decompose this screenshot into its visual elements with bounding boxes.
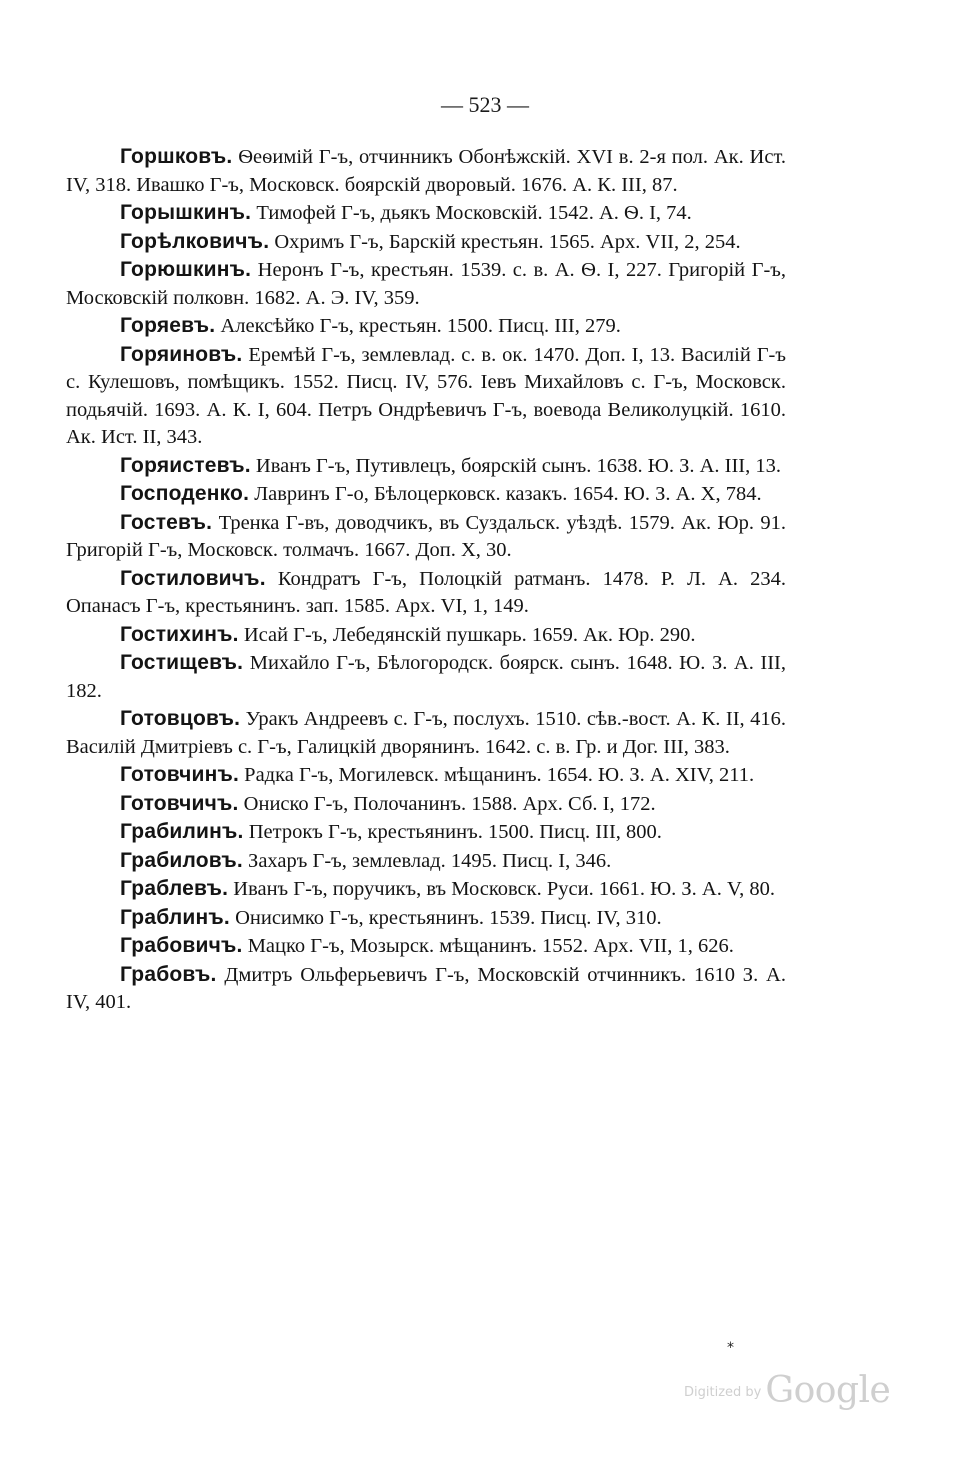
entry-text: Иванъ Г-ъ, поручикъ, въ Московск. Руси. 1661. Ю. З. А. V, 80. — [228, 878, 776, 900]
entry-headword: Гостиловичъ. — [120, 566, 266, 590]
entry-headword: Грабовичъ. — [120, 934, 243, 957]
dictionary-entry — [66, 341, 786, 452]
entry-headword: Готовчичъ. — [120, 791, 239, 815]
dictionary-entry — [66, 847, 786, 876]
entry-text: Алексѣйко Г-ъ, крестьян. 1500. Писц. III, 279. — [215, 315, 621, 337]
entry-text: Петрокъ Г-ъ, крестьянинъ. 1500. Писц. III, 800. — [243, 821, 662, 843]
dictionary-entry — [66, 904, 786, 933]
entry-headword: Грабиловъ. — [120, 848, 243, 872]
entry-headword: Горяевъ. — [120, 314, 216, 337]
dictionary-entries — [66, 143, 786, 1017]
entry-text: Ониско Г-ъ, Полочанинъ. 1588. Арх. Сб. I, 172. — [238, 792, 656, 815]
dictionary-entry — [66, 818, 786, 847]
entry-headword: Гостихинъ. — [120, 622, 239, 646]
entry-headword: Граблинъ. — [120, 905, 230, 929]
entry-text: Радка Г-ъ, Могилевск. мѣщанинъ. 1654. Ю. З. А. XIV, 211. — [239, 764, 755, 786]
google-logo: Google — [765, 1370, 891, 1411]
entry-text: Лавринъ Г-о, Бѣлоцерковск. казакъ. 1654. Ю. З. А. X, 784. — [249, 483, 762, 505]
entry-text: Ѳеѳимій Г-ъ, отчинникъ Обонѣжскій. XVI в. 2-я пол. Ак. Ист. IV, 318. Ивашко Г-ъ, Московск. боярскій дворовый. 1676. А. К. III, 87. — [66, 146, 786, 196]
entry-text: Михайло Г-ъ, Бѣлогородск. боярск. сынъ. 1648. Ю. З. А. III, 182. — [66, 652, 786, 702]
entry-text: Кондратъ Г-ъ, Полоцкій ратманъ. 1478. Р. Л. А. 234. Опанасъ Г-ъ, крестьянинъ. зап. 1585. Арх. VI, 1, 149. — [66, 567, 786, 617]
dictionary-entry — [66, 961, 786, 1017]
dictionary-entry — [66, 228, 786, 257]
entry-headword: Грабовъ. — [120, 962, 217, 986]
entry-headword: Горшковъ. — [120, 145, 233, 168]
dictionary-entry — [66, 256, 786, 312]
dictionary-entry — [66, 143, 786, 199]
entry-headword: Граблевъ. — [120, 877, 229, 900]
entry-headword: Готовцовъ. — [120, 707, 241, 730]
entry-headword: Гостевъ. — [120, 510, 213, 534]
page-number: — 523 — — [441, 92, 529, 117]
entry-text: Охримъ Г-ъ, Барскій крестьян. 1565. Арх. VII, 2, 254. — [269, 230, 741, 253]
digitized-watermark — [684, 1370, 894, 1414]
entry-text: Захаръ Г-ъ, землевлад. 1495. Писц. I, 346. — [242, 849, 612, 872]
entry-text: Дмитръ Ольферьевичъ Г-ъ, Московскій отчинникъ. 1610 З. А. IV, 401. — [66, 963, 786, 1013]
dictionary-entry — [66, 199, 786, 228]
dictionary-entry — [66, 312, 786, 341]
entry-text: Онисимко Г-ъ, крестьянинъ. 1539. Писц. IV, 310. — [229, 906, 662, 929]
entry-headword: Горюшкинъ. — [120, 258, 252, 281]
entry-headword: Горяистевъ. — [120, 453, 251, 477]
dictionary-entry — [66, 705, 786, 761]
dictionary-entry — [66, 621, 786, 650]
dictionary-entry — [66, 452, 786, 481]
dictionary-entry — [66, 790, 786, 819]
entry-text: Мацко Г-ъ, Мозырск. мѣщанинъ. 1552. Арх. VII, 1, 626. — [242, 935, 734, 957]
entry-text: Исай Г-ъ, Лебедянскій пушкарь. 1659. Ак. Юр. 290. — [238, 623, 696, 646]
entry-headword: Горышкинъ. — [120, 201, 252, 224]
entry-headword: Грабилинъ. — [120, 820, 244, 843]
dictionary-entry — [66, 875, 786, 904]
entry-text: Неронъ Г-ъ, крестьян. 1539. с. в. А. Ѳ. I, 227. Григорій Г-ъ, Московскій полковн. 1682. А. Э. IV, 359. — [66, 259, 786, 309]
entry-text: Иванъ Г-ъ, Путивлецъ, боярскій сынъ. 1638. Ю. З. А. III, 13. — [250, 454, 781, 477]
footnote-mark: * — [727, 1340, 734, 1356]
dictionary-entry — [66, 761, 786, 790]
dictionary-entry — [66, 565, 786, 621]
dictionary-entry — [66, 649, 786, 705]
dictionary-entry — [66, 509, 786, 565]
watermark-prefix: Digitized by — [684, 1385, 762, 1400]
entry-headword: Гостищевъ. — [120, 651, 244, 674]
entry-text: Уракъ Андреевъ с. Г-ъ, послухъ. 1510. сѣв.-вост. А. К. II, 416. Василій Дмитріевъ с. Г-ъ, Галицкій дворянинъ. 1642. с. в. Гр. и Дог. III, 383. — [66, 708, 786, 758]
dictionary-entry — [66, 932, 786, 961]
entry-headword: Горяиновъ. — [120, 342, 243, 366]
entry-headword: Горѣлковичъ. — [120, 229, 270, 253]
entry-text: Еремѣй Г-ъ, землевлад. с. в. ок. 1470. Доп. I, 13. Василій Г-ъ с. Кулешовъ, помѣщикъ. 1552. Писц. IV, 576. Іевъ Михайловъ с. Г-ъ, Московск. подьячій. 1693. А. К. I, 604. Петръ Ондрѣевичъ Г-ъ, воевода Великолуцкій. 1610. Ак. Ист. II, 343. — [66, 343, 786, 448]
entry-headword: Господенко. — [120, 482, 250, 505]
entry-text: Тренка Г-въ, доводчикъ, въ Суздальск. уѣздѣ. 1579. Ак. Юр. 91. Григорій Г-ъ, Московск. толмачъ. 1667. Доп. X, 30. — [66, 511, 786, 561]
dictionary-entry — [66, 480, 786, 509]
entry-text: Тимофей Г-ъ, дьякъ Московскій. 1542. А. Ѳ. I, 74. — [251, 202, 692, 224]
entry-headword: Готовчинъ. — [120, 763, 240, 786]
